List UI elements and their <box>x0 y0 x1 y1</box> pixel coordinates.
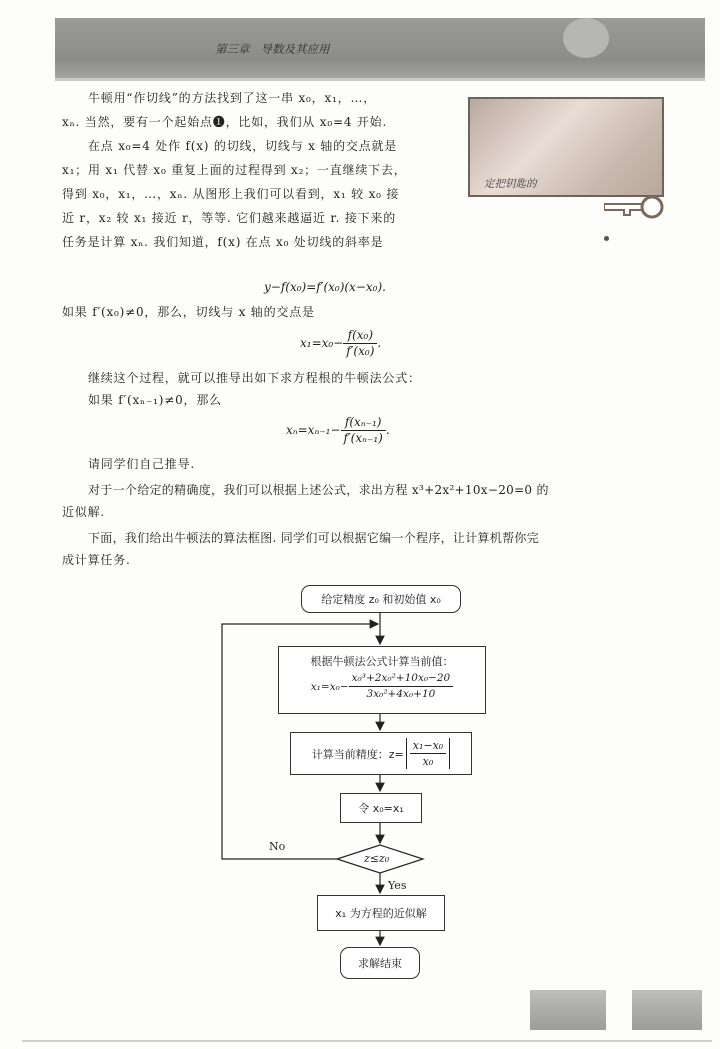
formula-numerator: f(x₀) <box>343 328 377 344</box>
side-caption: 定把钥匙的 <box>484 178 537 190</box>
paragraph-line: 牛顿用“作切线”的方法找到了这一串 x₀，x₁，…， <box>88 91 377 105</box>
precision-abs <box>406 738 450 769</box>
flow-calc-box <box>278 646 486 714</box>
precision-denominator: x₀ <box>422 755 434 768</box>
calc-formula <box>279 671 485 702</box>
formula-period: . <box>385 423 390 437</box>
formula-period: . <box>377 336 382 350</box>
flow-assign-box: 令 x₀=x₁ <box>340 793 422 823</box>
no-label: No <box>269 840 286 853</box>
formula-denominator: f′(xₙ₋₁) <box>343 431 383 445</box>
chapter-label: 第三章 <box>215 42 250 56</box>
calc-title: 根据牛顿法公式计算当前值： <box>310 655 454 668</box>
paragraph-line: xₙ. 当然，要有一个起始点❶，比如，我们从 x₀=4 开始. <box>62 115 388 129</box>
tangent-equation: y−f(x₀)=f′(x₀)(x−x₀). <box>264 280 386 294</box>
page-bottom-rule <box>22 1040 712 1042</box>
precision-numerator: x₁−x₀ <box>410 738 446 754</box>
paragraph-line: 对于一个给定的精确度，我们可以根据上述公式，求出方程 x³+2x²+10x−20=0 的 <box>88 483 549 497</box>
yes-label: Yes <box>388 879 407 892</box>
paragraph-line: x₁；用 x₁ 代替 x₀ 重复上面的过程得到 x₂；一直继续下去， <box>62 163 407 177</box>
flow-start-box: 给定精度 z₀ 和初始值 x₀ <box>301 585 461 613</box>
flow-result-box: x₁ 为方程的近似解 <box>317 895 445 931</box>
flow-end-box: 求解结束 <box>340 947 420 979</box>
calc-fraction <box>349 671 454 702</box>
flow-precision-box <box>290 732 472 775</box>
decision-condition: z≤z₀ <box>364 852 390 865</box>
paragraph-line: 继续这个过程，就可以推导出如下求方程根的牛顿法公式： <box>88 371 421 385</box>
precision-fraction <box>410 738 446 769</box>
paragraph-line: 得到 x₀，x₁，…，xₙ. 从图形上我们可以看到，x₁ 较 x₀ 接 <box>62 187 400 201</box>
page-edge-tab <box>530 990 606 1030</box>
formula-denominator: f′(x₀) <box>346 344 375 358</box>
calc-lhs: x₁=x₀− <box>310 680 349 693</box>
paragraph-line: 在点 x₀=4 处作 f(x) 的切线，切线与 x 轴的交点就是 <box>88 139 398 153</box>
paragraph-line: 请同学们自己推导. <box>88 457 196 471</box>
paragraph-line: 如果 f′(x₀)≠0，那么，切线与 x 轴的交点是 <box>62 305 315 319</box>
paragraph-line: 近似解. <box>62 505 106 519</box>
formula-numerator: f(xₙ₋₁) <box>341 415 386 431</box>
paragraph-line: 成计算任务. <box>62 553 131 567</box>
paragraph-line: 任务是计算 xₙ. 我们知道，f(x) 在点 x₀ 处切线的斜率是 <box>62 235 384 249</box>
formula-lhs: x₁=x₀− <box>300 336 344 350</box>
precision-label: 计算当前精度：z= <box>311 747 404 761</box>
chapter-name: 导数及其应用 <box>260 42 330 56</box>
paragraph-line: 下面，我们给出牛顿法的算法框图. 同学们可以根据它编一个程序，让计算机帮你完 <box>88 531 540 545</box>
paragraph-line: 近 r，x₂ 较 x₁ 接近 r，等等. 它们越来越逼近 r. 接下来的 <box>62 211 396 225</box>
paragraph-line: 如果 f′(xₙ₋₁)≠0，那么 <box>88 393 222 407</box>
page-edge-tab <box>632 990 702 1030</box>
formula-lhs: xₙ=xₙ₋₁− <box>286 423 341 437</box>
calc-numerator: x₀³+2x₀²+10x₀−20 <box>349 671 454 687</box>
calc-denominator: 3x₀²+4x₀+10 <box>366 688 436 700</box>
